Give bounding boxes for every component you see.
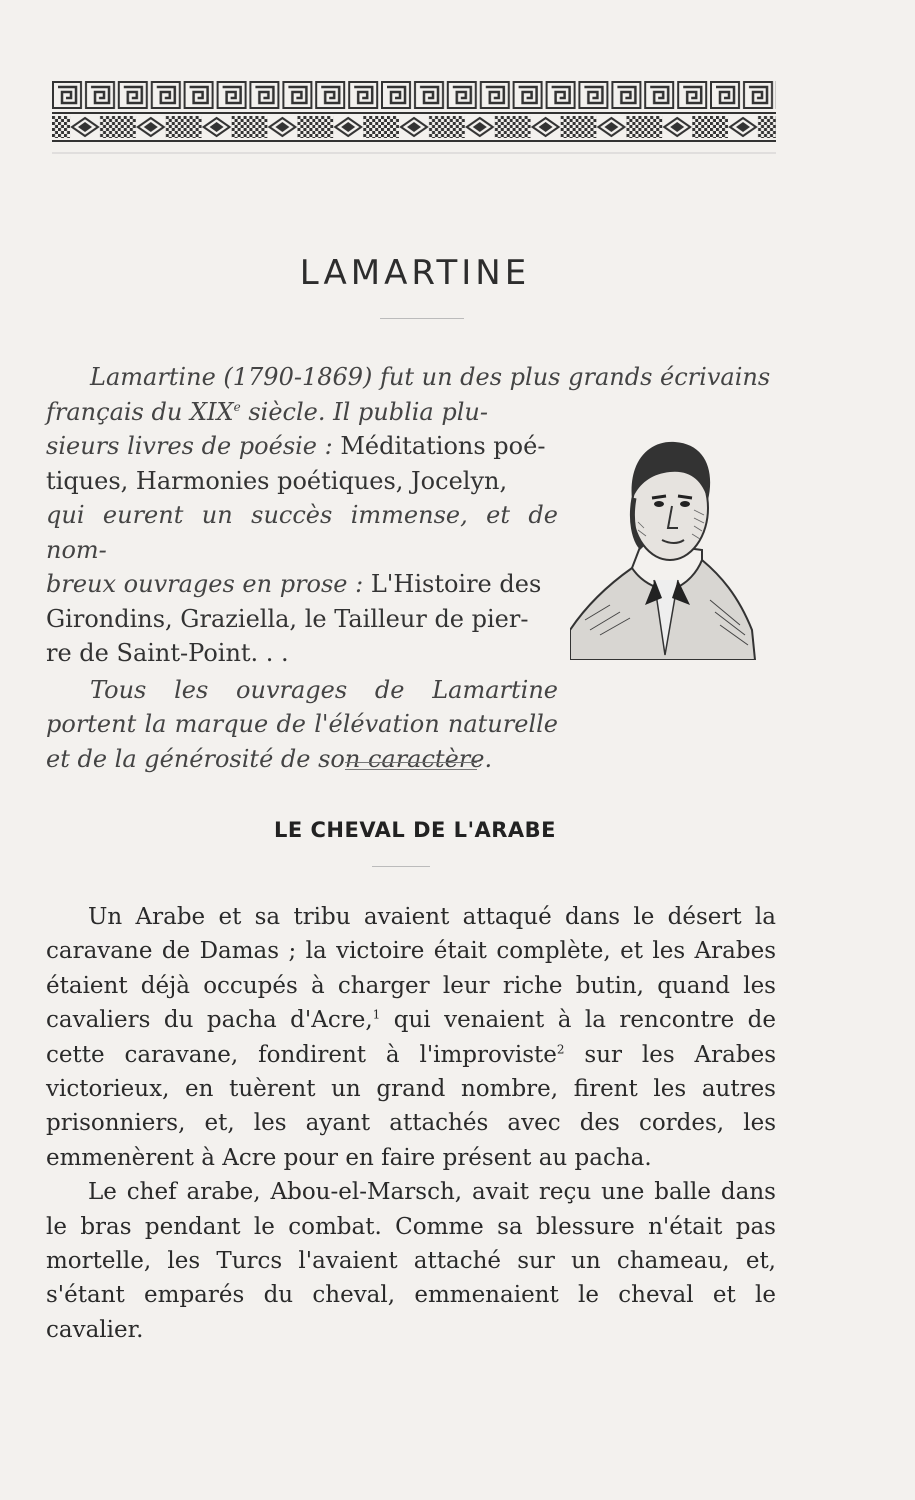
story-text-span: Un Arabe et sa tribu avaient attaqué dans le désert la caravane de Damas ; la victoire était complète, et les Arabes étaient déjà occupés à charger leur riche butin, quand les cavaliers du pacha d'Acre,: [46, 904, 776, 1034]
story-text: [46, 900, 776, 1347]
story-text-span: sur les Arabes victorieux, en tuèrent un grand nombre, firent les autres prisonniers, et, les ayant attachés avec des cordes, les emmenèrent à Acre pour en faire présent au pacha.: [46, 1041, 776, 1171]
intro-text: L'Histoire des: [370, 570, 542, 598]
section-title: LE CHEVAL DE L'ARABE: [273, 818, 557, 842]
intro-name: Lamartine: [90, 363, 216, 391]
intro-text: Méditations poé-: [340, 432, 546, 460]
intro-paragraph: [46, 673, 558, 777]
intro-text: tiques, Harmonies poétiques, Jocelyn,: [46, 466, 508, 495]
intro-text: breux ouvrages en prose :: [46, 570, 371, 598]
century-sup: e: [233, 399, 241, 414]
lamartine-portrait-engraving: [570, 430, 760, 660]
intro-paragraph-text: Tous les ouvrages de Lamartine portent la marque de l'élévation naturelle et de la générosité de son caractère.: [46, 675, 558, 773]
footnote-1-marker: 1: [372, 1007, 381, 1022]
intro-text: sieurs livres de poésie :: [46, 432, 341, 460]
intro-text: re de Saint-Point. . .: [46, 639, 289, 667]
intro-text: qui eurent un succès immense, et de nom-: [46, 501, 558, 564]
story-text-span: qui venaient à la rencontre de cette caravane, fondirent à l'improviste: [46, 1007, 777, 1068]
section-title-rule: [372, 866, 430, 867]
intro-text: Girondins, Graziella, le Tailleur de pier-: [46, 604, 529, 633]
section-divider: [345, 762, 477, 770]
intro-text: siècle. Il publia plu-: [240, 397, 488, 426]
story-paragraph-1: [46, 900, 776, 1175]
intro-text: fut un des plus grands écrivains: [380, 363, 771, 391]
intro-line: [46, 360, 782, 395]
story-paragraph-2: Le chef arabe, Abou-el-Marsch, avait reçu une balle dans le bras pendant le combat. Comme sa blessure n'était pas mortelle, les Turcs l'avaient attaché sur un chameau, et, s'étant emparés du cheval, emmenaient le cheval et le cavalier.: [46, 1179, 776, 1343]
intro-lines: [46, 395, 558, 671]
footnote-2-marker: 2: [556, 1041, 565, 1056]
intro-dates: (1790-1869): [215, 363, 381, 391]
title-rule: [380, 318, 464, 319]
intro-text: français du XIX: [46, 397, 234, 426]
page-title: LAMARTINE: [299, 253, 531, 293]
greek-key-border: [52, 80, 776, 154]
